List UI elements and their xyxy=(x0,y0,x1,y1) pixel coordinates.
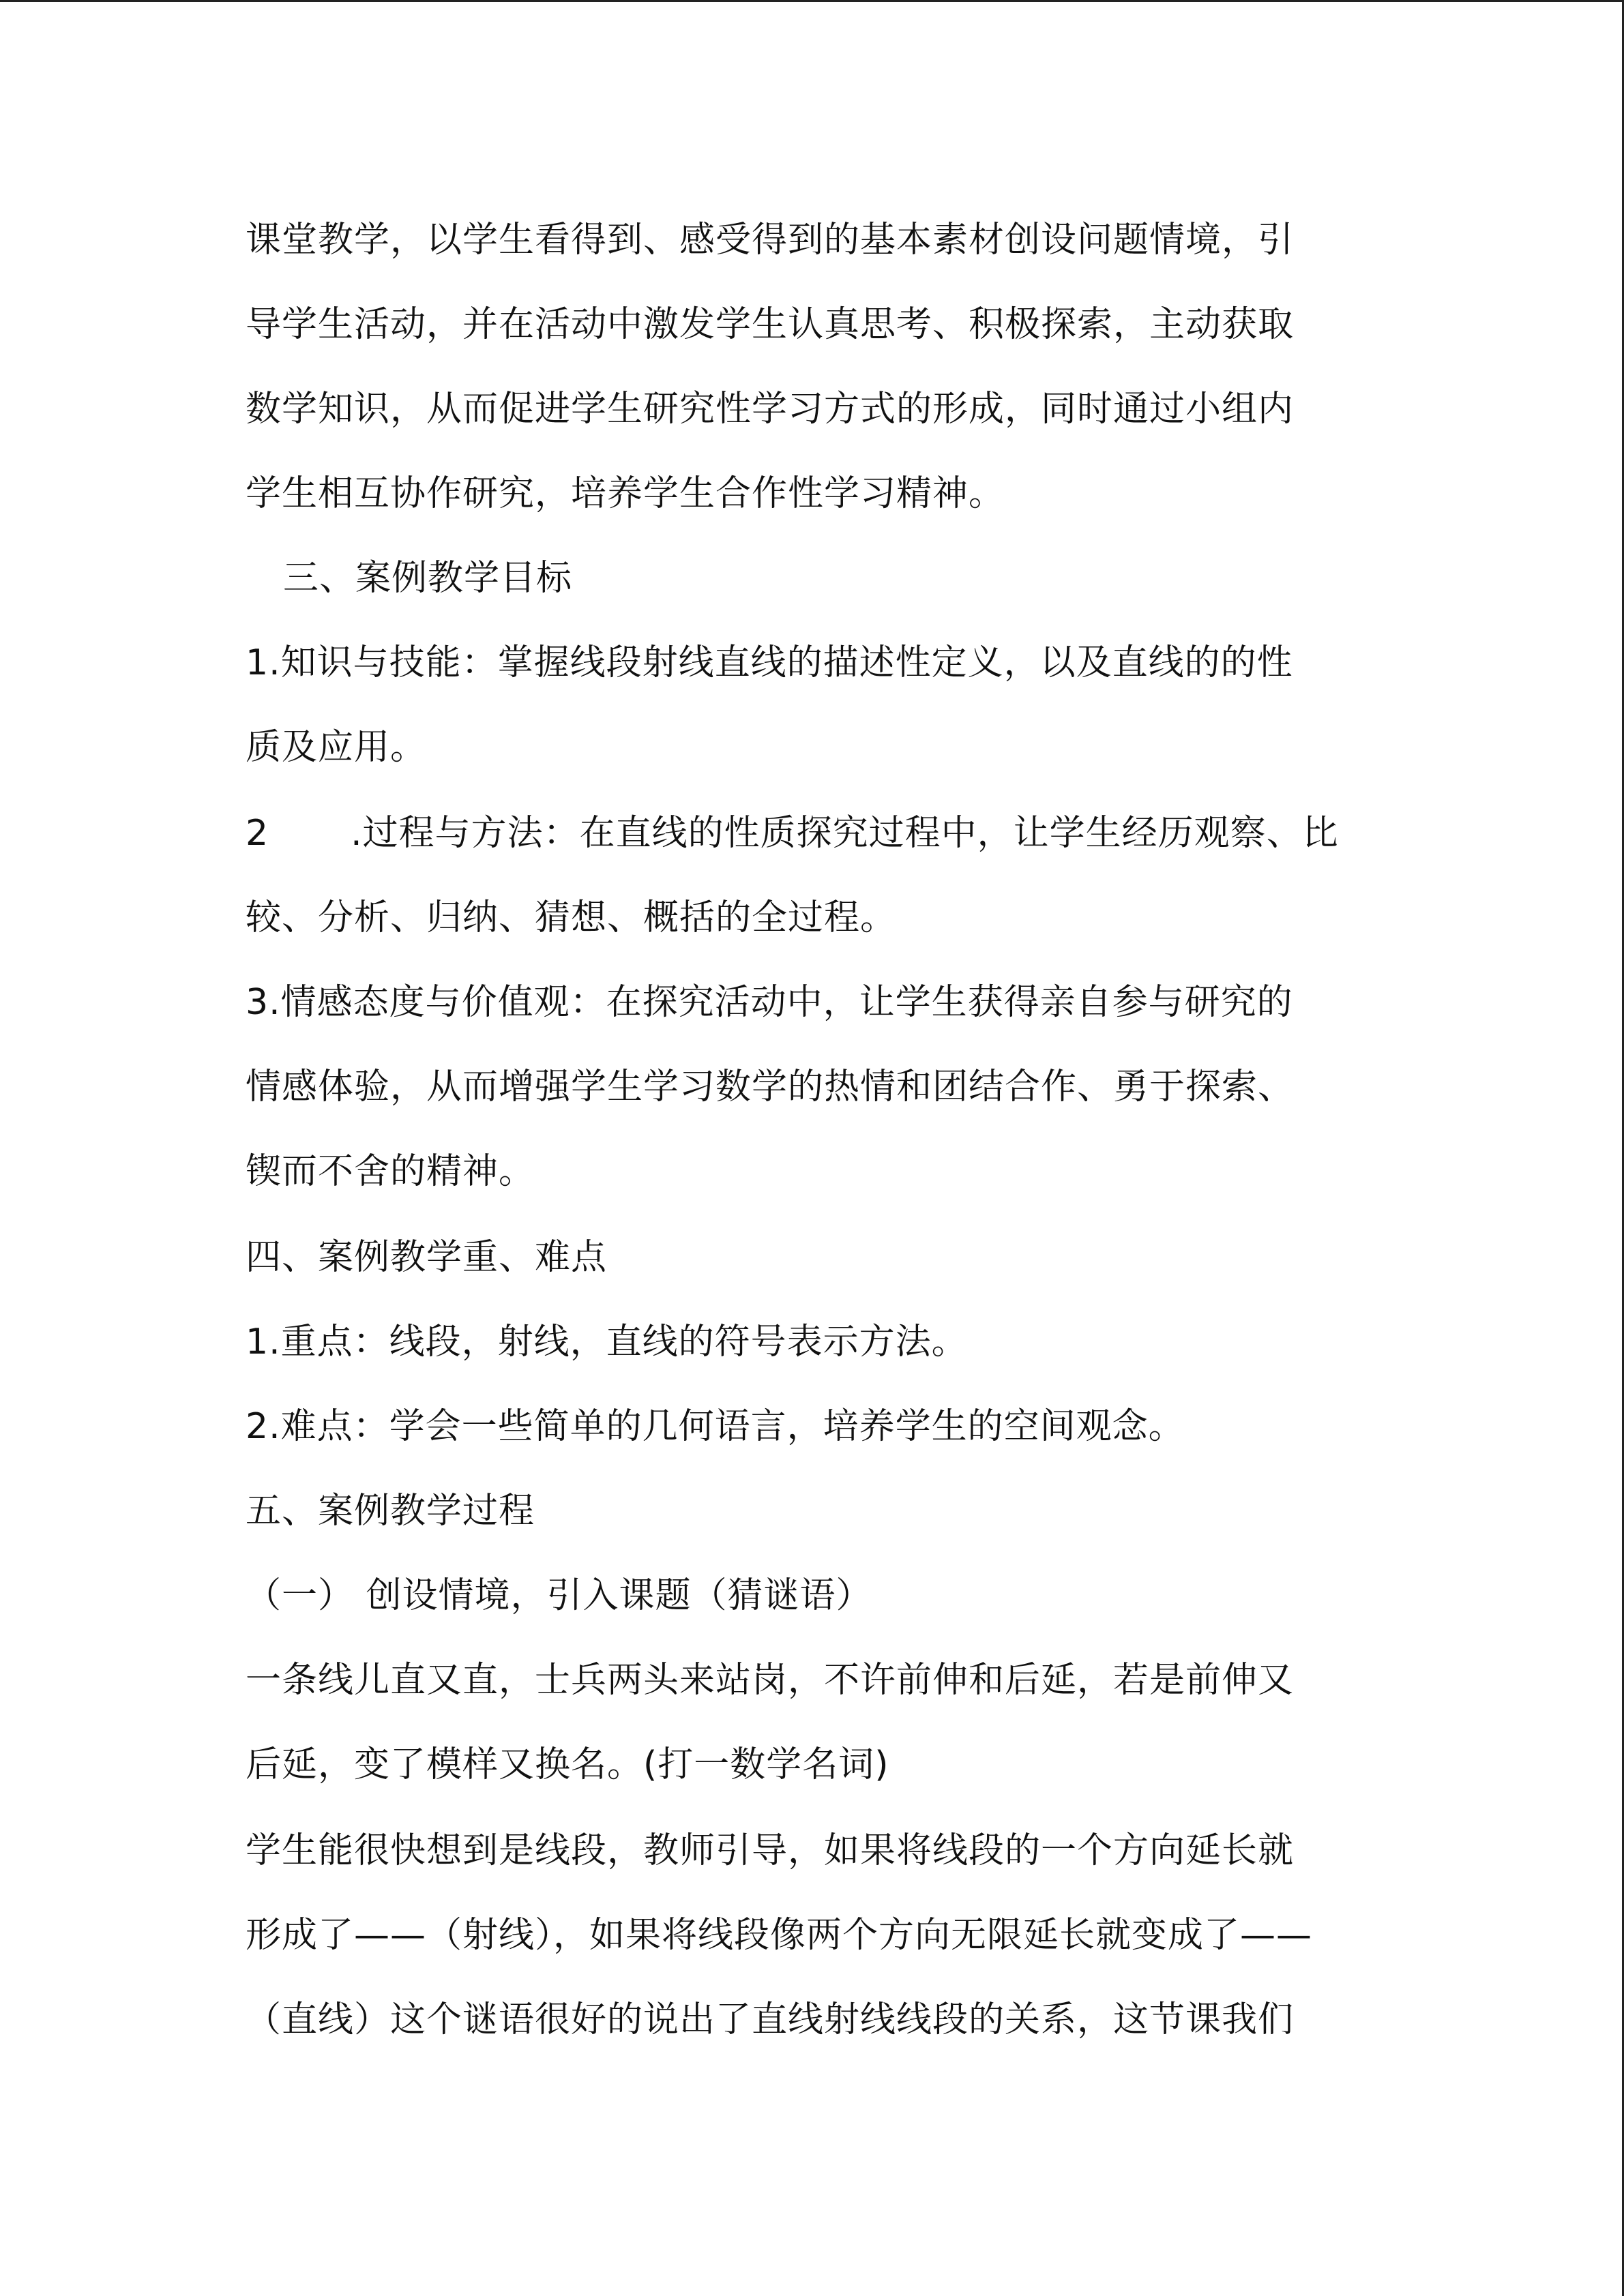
paragraph-line: （直线）这个谜语很好的说出了直线射线线段的关系，这节课我们 xyxy=(246,1999,1295,2040)
list-number: 2 xyxy=(246,813,269,854)
paragraph-line: 形成了——（射线），如果将线段像两个方向无限延长就变成了—— xyxy=(246,1915,1313,1956)
subsection-heading: （一） 创设情境，引入课题（猜谜语） xyxy=(246,1575,872,1616)
paragraph-line: 学生相互协作研究，培养学生合作性学习精神。 xyxy=(246,473,1005,514)
paragraph-line: 3.情感态度与价值观：在探究活动中，让学生获得亲自参与研究的 xyxy=(246,982,1293,1023)
paragraph-line: 导学生活动，并在活动中激发学生认真思考、积极探索，主动获取 xyxy=(246,304,1295,345)
section-heading-4: 四、案例教学重、难点 xyxy=(246,1237,608,1278)
paragraph-line: 1.知识与技能：掌握线段射线直线的描述性定义，以及直线的的性 xyxy=(246,642,1293,683)
paragraph-line: 学生能很快想到是线段，教师引导，如果将线段的一个方向延长就 xyxy=(246,1830,1295,1871)
paragraph-line: 数学知识，从而促进学生研究性学习方式的形成，同时通过小组内 xyxy=(246,389,1295,430)
list-item-2 xyxy=(246,811,1339,855)
paragraph-line: 一条线儿直又直，士兵两头来站岗，不许前伸和后延，若是前伸又 xyxy=(246,1660,1295,1701)
paragraph-line: 情感体验，从而增强学生学习数学的热情和团结合作、勇于探索、 xyxy=(246,1067,1295,1107)
list-text: .过程与方法：在直线的性质探究过程中，让学生经历观察、比 xyxy=(351,813,1339,854)
paragraph-line: 较、分析、归纳、猜想、概括的全过程。 xyxy=(246,897,897,938)
section-heading-3: 三、案例教学目标 xyxy=(283,558,573,599)
paragraph-line: 1.重点：线段，射线，直线的符号表示方法。 xyxy=(246,1322,968,1362)
section-heading-5: 五、案例教学过程 xyxy=(246,1491,535,1532)
paragraph-line: 质及应用。 xyxy=(246,727,427,768)
paragraph-line: 课堂教学，以学生看得到、感受得到的基本素材创设问题情境，引 xyxy=(246,220,1295,260)
paragraph-line: 锲而不舍的精神。 xyxy=(246,1151,535,1192)
paragraph-line: 2.难点：学会一些简单的几何语言，培养学生的空间观念。 xyxy=(246,1406,1185,1447)
paragraph-line: 后延，变了模样又换名。(打一数学名词) xyxy=(246,1744,889,1785)
